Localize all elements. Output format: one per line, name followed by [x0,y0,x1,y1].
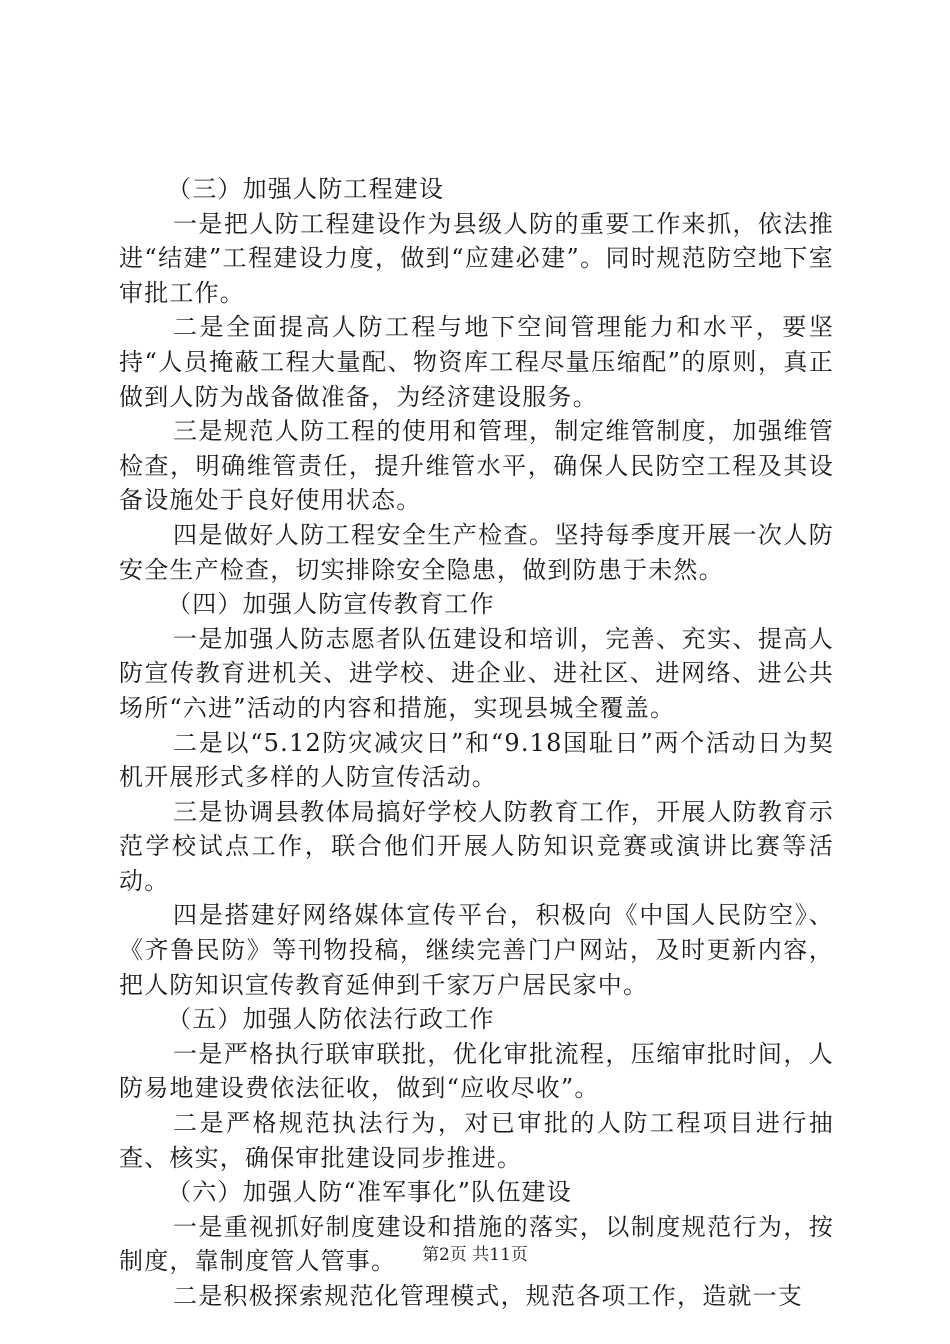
paragraph: 一是重视抓好制度建设和措施的落实，以制度规范行为，按制度，靠制度管人管事。 [119,1212,834,1276]
paragraph: 三是协调县教体局搞好学校人防教育工作，开展人防教育示范学校试点工作，联合他们开展人防知识竞赛或演讲比赛等活动。 [119,797,834,895]
paragraph: 三是规范人防工程的使用和管理，制定维管制度，加强维管检查，明确维管责任，提升维管水平，确保人民防空工程及其设备设施处于良好使用状态。 [119,417,834,515]
paragraph: 一是加强人防志愿者队伍建设和培训，完善、充实、提高人防宣传教育进机关、进学校、进企业、进社区、进网络、进公共场所“六进”活动的内容和措施，实现县城全覆盖。 [119,624,834,722]
paragraph: 二是全面提高人防工程与地下空间管理能力和水平，要坚持“人员掩蔽工程大量配、物资库工程尽量压缩配”的原则，真正做到人防为战备做准备，为经济建设服务。 [119,313,834,411]
paragraph: 二是以“5.12防灾减灾日”和“9.18国耻日”两个活动日为契机开展形式多样的人防宣传活动。 [119,728,834,792]
paragraph: 二是严格规范执法行为，对已审批的人防工程项目进行抽查、核实，确保审批建设同步推进。 [119,1109,834,1172]
section-heading-6: （六）加强人防“准军事化”队伍建设 [167,1178,572,1207]
paragraph: 一是把人防工程建设作为县级人防的重要工作来抓，依法推进“结建”工程建设力度，做到“应建必建”。同时规范防空地下室审批工作。 [119,209,834,307]
paragraph: 四是做好人防工程安全生产检查。坚持每季度开展一次人防安全生产检查，切实排除安全隐患，做到防患于未然。 [119,520,834,584]
section-heading-5: （五）加强人防依法行政工作 [167,1005,495,1034]
paragraph: 一是严格执行联审联批，优化审批流程，压缩审批时间，人防易地建设费依法征收，做到“应收尽收”。 [119,1039,834,1103]
document-body [119,172,834,1314]
section-heading-4: （四）加强人防宣传教育工作 [167,590,495,619]
section-heading-3: （三）加强人防工程建设 [167,175,445,203]
paragraph: 二是积极探索规范化管理模式，规范各项工作，造就一支 [173,1282,803,1310]
page-footer: 第2页 共11页 [422,1245,528,1265]
paragraph: 四是搭建好网络媒体宣传平台，积极向《中国人民防空》、《齐鲁民防》等刊物投稿，继续完善门户网站，及时更新内容，把人防知识宣传教育延伸到千家万户居民家中。 [119,901,834,999]
